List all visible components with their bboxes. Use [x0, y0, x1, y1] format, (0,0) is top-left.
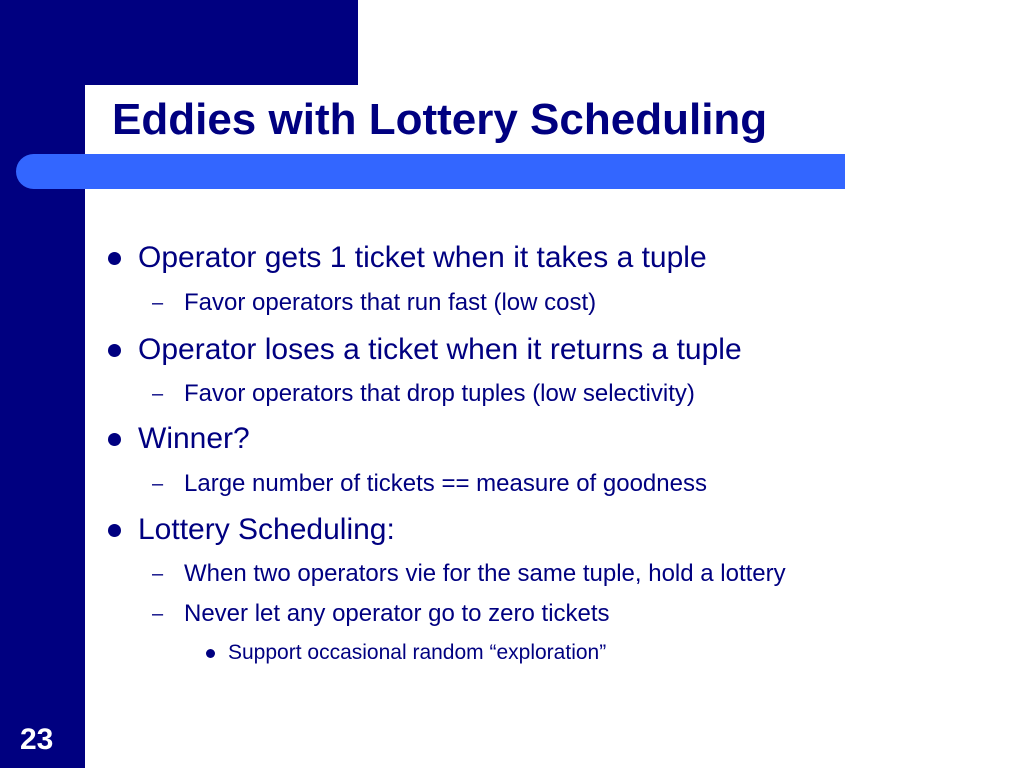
- bullet-item: [138, 421, 250, 457]
- sub-bullet-item: [152, 379, 695, 409]
- dash-icon: –: [152, 292, 164, 314]
- sub-bullet-item: [152, 469, 707, 499]
- bullet-item: [138, 512, 395, 548]
- bullet-text: Lottery Scheduling:: [138, 513, 395, 546]
- sub-bullet-text: Large number of tickets == measure of goodness: [184, 470, 707, 497]
- bullet-item: [138, 332, 742, 368]
- bullet-text: Operator loses a ticket when it returns a tuple: [138, 333, 742, 366]
- bullet-dot-icon: [108, 252, 121, 265]
- dash-icon: –: [152, 383, 164, 405]
- sub-bullet-item: [152, 559, 786, 589]
- slide-number: 23: [20, 723, 54, 756]
- sub-bullet-text: Favor operators that drop tuples (low selectivity): [184, 380, 695, 407]
- bullet-dot-icon: [206, 649, 215, 658]
- sub-sub-bullet-text: Support occasional random “exploration”: [228, 641, 607, 664]
- bullet-dot-icon: [108, 524, 121, 537]
- dash-icon: –: [152, 563, 164, 585]
- bullet-text: Winner?: [138, 422, 250, 455]
- bullet-item: [138, 240, 707, 276]
- slide-title: Eddies with Lottery Scheduling: [112, 95, 768, 144]
- sub-bullet-text: When two operators vie for the same tuple, hold a lottery: [184, 560, 786, 587]
- bullet-dot-icon: [108, 433, 121, 446]
- bullet-text: Operator gets 1 ticket when it takes a tuple: [138, 241, 707, 274]
- dash-icon: –: [152, 603, 164, 625]
- sub-bullet-item: [152, 599, 610, 629]
- dash-icon: –: [152, 473, 164, 495]
- sub-bullet-item: [152, 288, 597, 318]
- sub-sub-bullet-item: [228, 640, 606, 666]
- sub-bullet-text: Favor operators that run fast (low cost): [184, 289, 597, 316]
- sub-bullet-text: Never let any operator go to zero tickets: [184, 600, 610, 627]
- bullet-dot-icon: [108, 344, 121, 357]
